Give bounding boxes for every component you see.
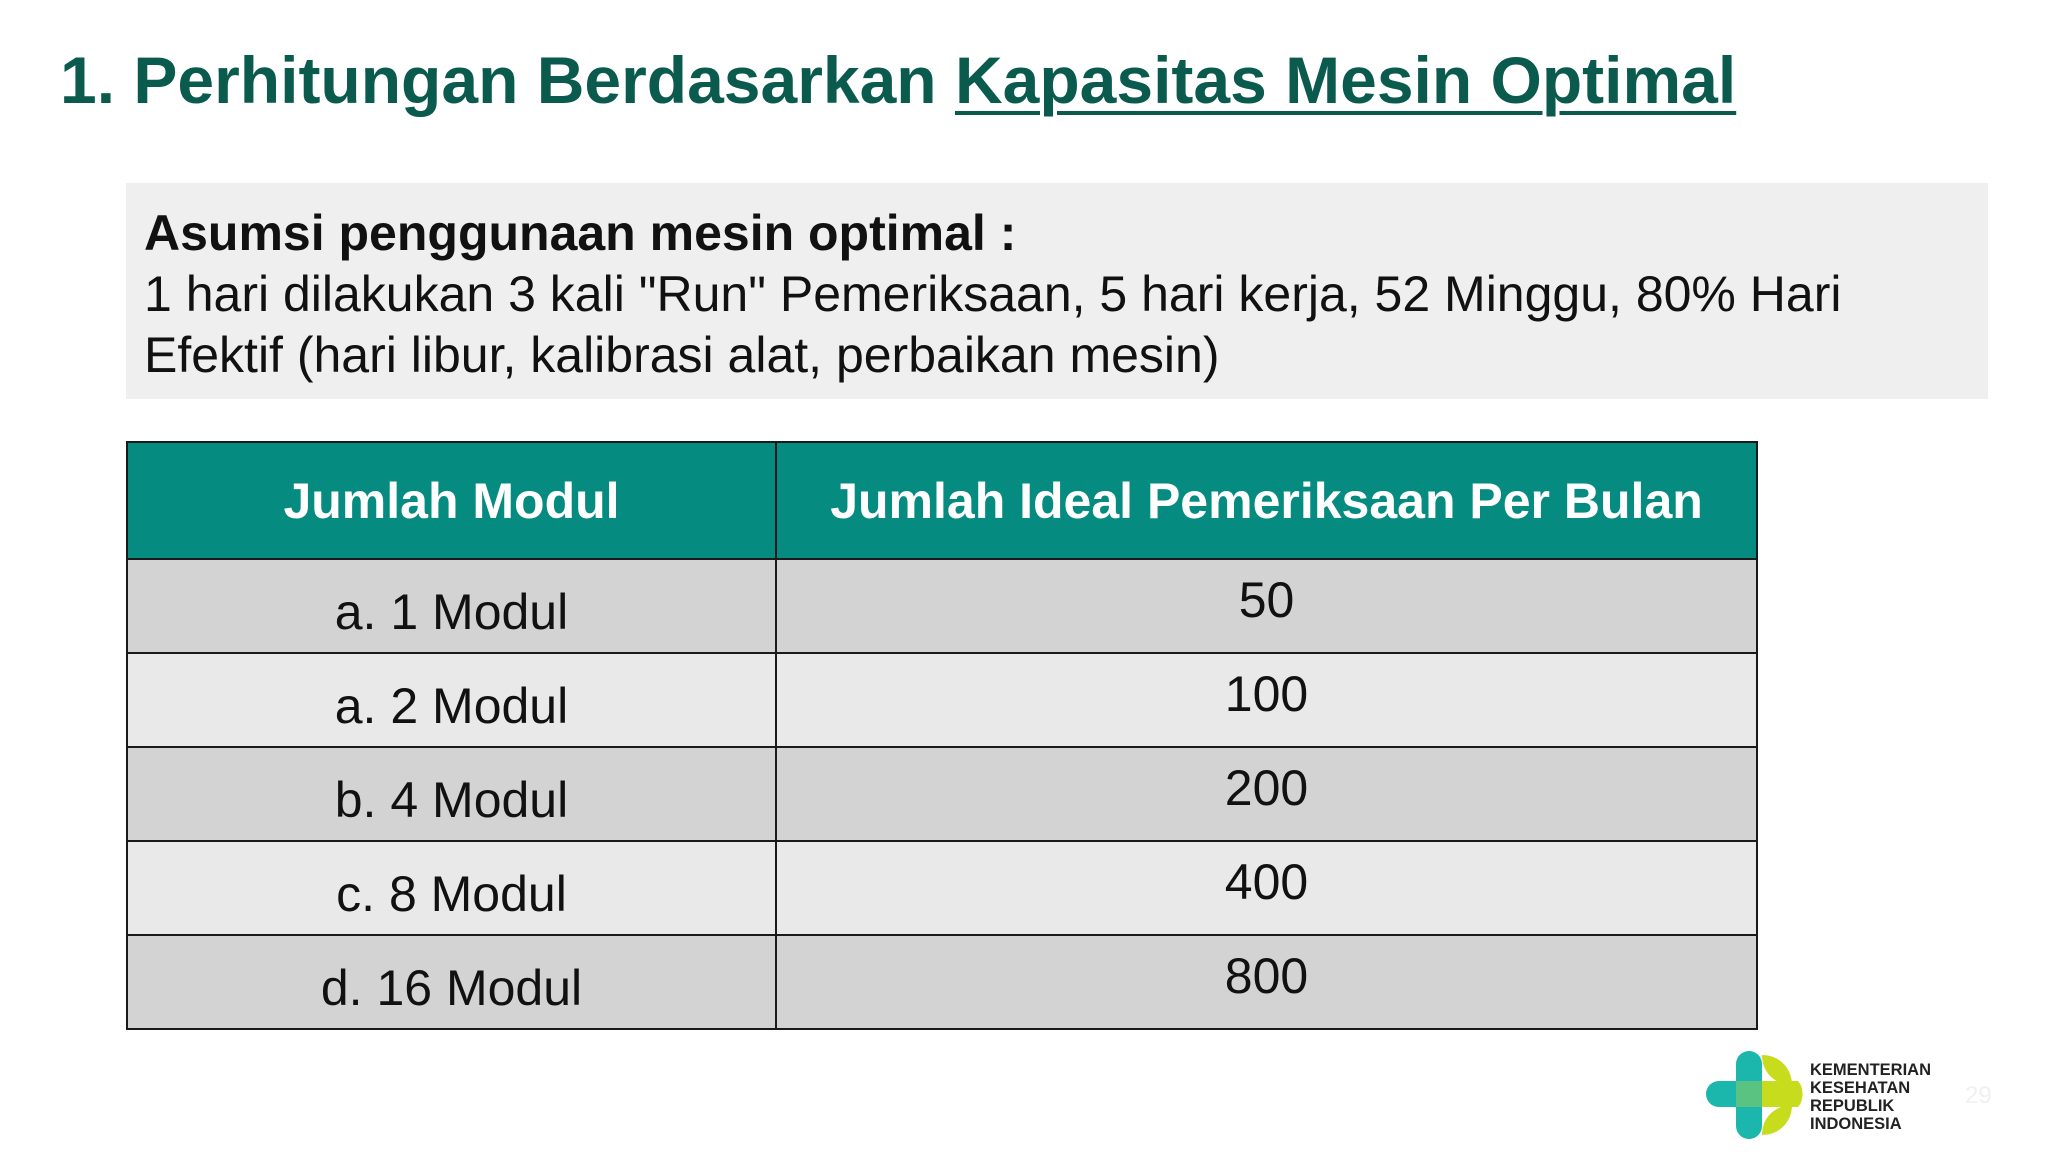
logo-line-1: KEMENTERIAN — [1810, 1061, 1932, 1079]
page-number: 29 — [1965, 1082, 1992, 1109]
table-row — [127, 747, 1757, 841]
table-row — [127, 935, 1757, 1029]
header-jumlah-modul: Jumlah Modul — [127, 442, 776, 559]
cell-modul: b. 4 Modul — [127, 747, 776, 841]
header-jumlah-ideal: Jumlah Ideal Pemeriksaan Per Bulan — [776, 442, 1757, 559]
table-row — [127, 841, 1757, 935]
slide-title-highlight: Kapasitas Mesin Optimal — [954, 43, 1737, 117]
cell-value: 100 — [776, 653, 1757, 747]
table-row — [127, 559, 1757, 653]
cell-value: 400 — [776, 841, 1757, 935]
cell-modul: c. 8 Modul — [127, 841, 776, 935]
table-row — [127, 653, 1757, 747]
table-header-row — [127, 442, 1757, 559]
assumption-heading: Asumsi penggunaan mesin optimal : — [144, 205, 1017, 261]
cell-value: 800 — [776, 935, 1757, 1029]
assumption-box — [126, 183, 1988, 399]
slide-title-prefix: 1. Perhitungan Berdasarkan — [60, 43, 955, 117]
module-table — [126, 441, 1758, 1030]
assumption-body: 1 hari dilakukan 3 kali "Run" Pemeriksaan, 5 hari kerja, 52 Minggu, 80% Hari Efektif (hari libur, kalibrasi alat, perbaikan mesin) — [144, 266, 1842, 383]
cell-modul: a. 2 Modul — [127, 653, 776, 747]
cell-modul: a. 1 Modul — [127, 559, 776, 653]
logo-line-4: INDONESIA — [1810, 1115, 1902, 1133]
logo-text — [1810, 1061, 1931, 1133]
logo-line-3: REPUBLIK — [1810, 1097, 1895, 1115]
slide-title — [60, 42, 1736, 118]
kemenkes-logo-icon — [1700, 1045, 1810, 1145]
cell-value: 200 — [776, 747, 1757, 841]
cell-value: 50 — [776, 559, 1757, 653]
cell-modul: d. 16 Modul — [127, 935, 776, 1029]
logo-line-2: KESEHATAN — [1810, 1079, 1911, 1097]
